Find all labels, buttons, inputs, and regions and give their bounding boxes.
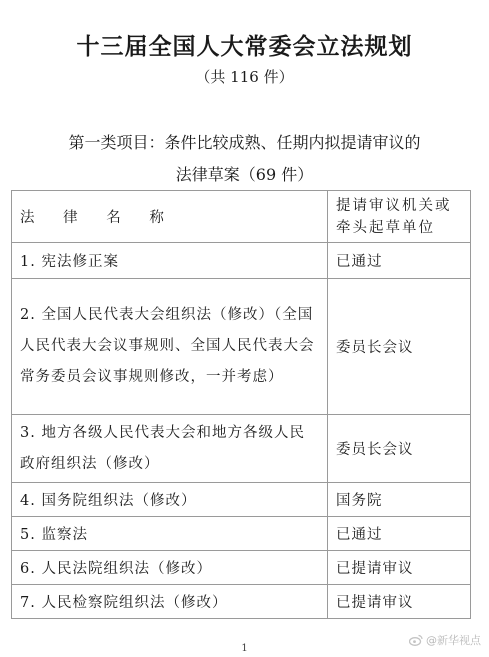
row-2-law-name: 2. 全国人民代表大会组织法（修改）（全国人民代表大会议事规则、全国人民代表大会常务委员会议事规则修改，一并考虑）	[12, 279, 328, 415]
row-7-unit: 已提请审议	[328, 585, 471, 619]
row-4-unit: 国务院	[328, 483, 471, 517]
table-row	[12, 517, 471, 551]
row-6-law-name: 6. 人民法院组织法（修改）	[12, 551, 328, 585]
row-2-unit: 委员长会议	[328, 279, 471, 415]
row-5-law-name: 5. 监察法	[12, 517, 328, 551]
page-number: 1	[241, 643, 248, 654]
watermark	[409, 632, 481, 648]
table-header-row	[12, 191, 471, 243]
document-title: 十三届全国人大常委会立法规划	[76, 33, 413, 60]
table-row	[12, 585, 471, 619]
legislation-table	[11, 190, 471, 619]
table-row	[12, 551, 471, 585]
section-heading-line-1: 第一类项目：条件比较成熟、任期内拟提请审议的	[68, 133, 421, 152]
row-1-law-name: 1. 宪法修正案	[12, 243, 328, 279]
document-subtitle: （共 116 件）	[195, 68, 294, 86]
row-4-law-name: 4. 国务院组织法（修改）	[12, 483, 328, 517]
row-5-unit: 已通过	[328, 517, 471, 551]
table-row	[12, 483, 471, 517]
weibo-logo-icon	[409, 634, 423, 646]
watermark-text: @新华视点	[426, 634, 481, 647]
header-law-name: 法 律 名 称	[12, 191, 328, 243]
table-row	[12, 243, 471, 279]
row-7-law-name: 7. 人民检察院组织法（修改）	[12, 585, 328, 619]
row-6-unit: 已提请审议	[328, 551, 471, 585]
table-row	[12, 279, 471, 415]
row-3-unit: 委员长会议	[328, 415, 471, 483]
table-row	[12, 415, 471, 483]
row-1-unit: 已通过	[328, 243, 471, 279]
header-submitting-unit: 提请审议机关或牵头起草单位	[328, 191, 471, 243]
section-heading-line-2: 法律草案（69 件）	[175, 165, 314, 184]
row-3-law-name: 3. 地方各级人民代表大会和地方各级人民政府组织法（修改）	[12, 415, 328, 483]
